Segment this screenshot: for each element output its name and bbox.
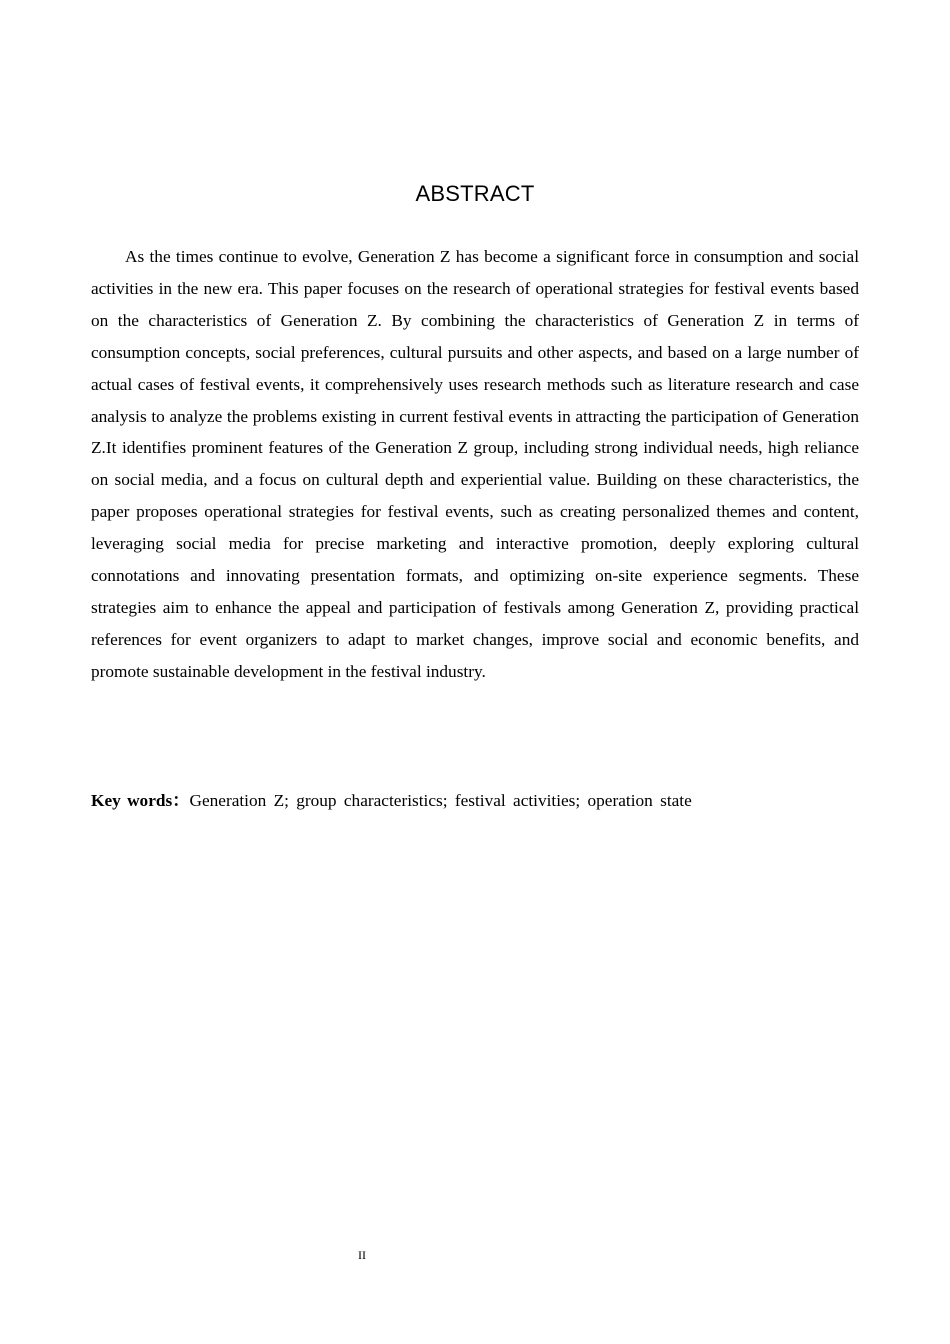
- abstract-body: As the times continue to evolve, Generation Z has become a significant force in consumption and social activities in the new era. This paper focuses on the research of operational strategies for festival events based on the characteristics of Generation Z. By combining the characteristics of Generation Z in terms of consumption concepts, social preferences, cultural pursuits and other aspects, and based on a large number of actual cases of festival events, it comprehensively uses research methods such as literature research and case analysis to analyze the problems existing in current festival events in attracting the participation of Generation Z.It identifies prominent features of the Generation Z group, including strong individual needs, high reliance on social media, and a focus on cultural depth and experiential value. Building on these characteristics, the paper proposes operational strategies for festival events, such as creating personalized themes and content, leveraging social media for precise marketing and interactive promotion, deeply exploring cultural connotations and innovating presentation formats, and optimizing on-site experience segments. These strategies aim to enhance the appeal and participation of festivals among Generation Z, providing practical references for event organizers to adapt to market changes, improve social and economic benefits, and promote sustainable development in the festival industry.: [91, 247, 859, 681]
- keywords-line: [91, 785, 859, 817]
- abstract-title: ABSTRACT: [415, 181, 535, 206]
- page-number: II: [358, 1248, 366, 1262]
- keywords-label: Key words：: [91, 791, 190, 810]
- keywords-list: Generation Z; group characteristics; festival activities; operation state: [189, 791, 692, 810]
